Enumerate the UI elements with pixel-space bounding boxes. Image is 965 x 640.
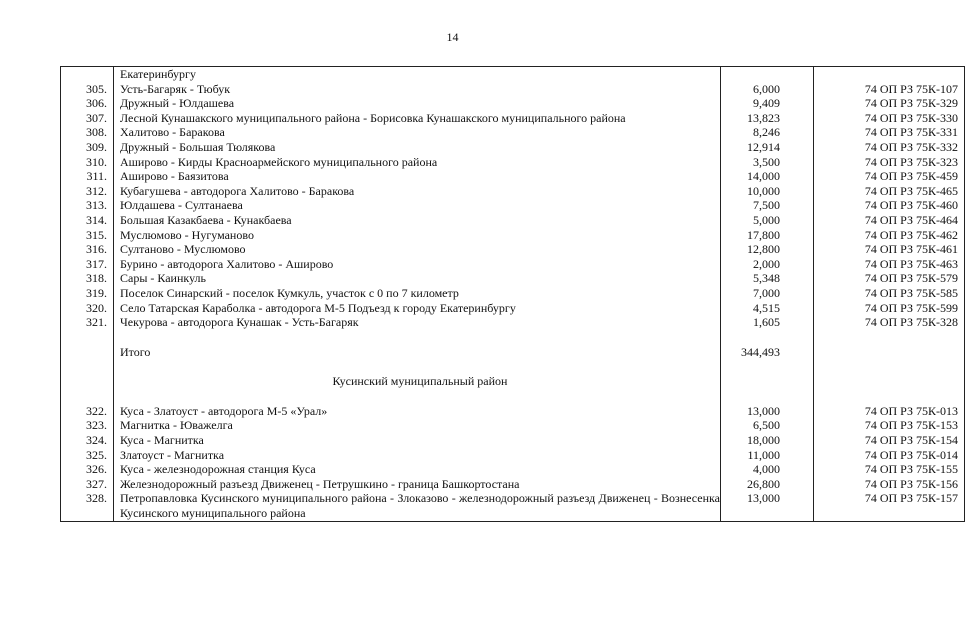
table-row <box>61 448 965 463</box>
row-number-cell <box>61 345 114 360</box>
road-name-cell: Усть-Багаряк - Тюбук <box>114 82 721 97</box>
row-number-cell: 312. <box>61 184 114 199</box>
length-cell: 17,800 <box>721 228 814 243</box>
table-row <box>61 286 965 301</box>
road-code-cell: 74 ОП РЗ 75К-330 <box>814 111 965 126</box>
length-cell: 13,000 <box>721 491 814 521</box>
road-code-cell: 74 ОП РЗ 75К-585 <box>814 286 965 301</box>
spacer-cell <box>721 389 814 404</box>
road-code-cell: 74 ОП РЗ 75К-461 <box>814 242 965 257</box>
spacer-cell <box>61 330 114 345</box>
road-name-cell: Златоуст - Магнитка <box>114 448 721 463</box>
table-row <box>61 96 965 111</box>
road-code-cell: 74 ОП РЗ 75К-156 <box>814 477 965 492</box>
table-row <box>61 462 965 477</box>
row-number-cell: 322. <box>61 404 114 419</box>
table-row <box>61 125 965 140</box>
row-number-cell: 323. <box>61 418 114 433</box>
road-name-cell: Петропавловка Кусинского муниципального района - Злоказово - железнодорожный разъезд Движенец - Вознесенка Кусинского муниципального района <box>114 491 721 521</box>
length-cell <box>721 67 814 82</box>
row-number-cell: 324. <box>61 433 114 448</box>
road-name-cell: Бурино - автодорога Халитово - Аширово <box>114 257 721 272</box>
road-name-cell: Большая Казакбаева - Кунакбаева <box>114 213 721 228</box>
road-code-cell <box>814 67 965 82</box>
road-code-cell: 74 ОП РЗ 75К-459 <box>814 169 965 184</box>
length-cell: 26,800 <box>721 477 814 492</box>
road-name-cell: Кубагушева - автодорога Халитово - Баракова <box>114 184 721 199</box>
row-number-cell <box>61 67 114 82</box>
table-row <box>61 257 965 272</box>
spacer-cell <box>61 359 114 374</box>
spacer-cell <box>114 389 721 404</box>
spacer-cell <box>721 330 814 345</box>
road-code-cell: 74 ОП РЗ 75К-463 <box>814 257 965 272</box>
road-name-cell: Дружный - Юлдашева <box>114 96 721 111</box>
row-number-cell: 315. <box>61 228 114 243</box>
table-row <box>61 242 965 257</box>
road-name-cell: Юлдашева - Султанаева <box>114 198 721 213</box>
length-cell: 8,246 <box>721 125 814 140</box>
road-code-cell <box>814 345 965 360</box>
length-cell: 4,000 <box>721 462 814 477</box>
length-cell: 4,515 <box>721 301 814 316</box>
length-cell: 12,914 <box>721 140 814 155</box>
row-number-cell: 305. <box>61 82 114 97</box>
table-row <box>61 169 965 184</box>
spacer-row <box>61 330 965 345</box>
row-number-cell: 328. <box>61 491 114 521</box>
table-row <box>61 140 965 155</box>
row-number-cell: 327. <box>61 477 114 492</box>
row-number-cell: 321. <box>61 315 114 330</box>
length-cell: 18,000 <box>721 433 814 448</box>
road-name-cell: Султаново - Муслюмово <box>114 242 721 257</box>
length-cell: 10,000 <box>721 184 814 199</box>
road-name-cell: Железнодорожный разъезд Движенец - Петрушкино - граница Башкортостана <box>114 477 721 492</box>
road-code-cell: 74 ОП РЗ 75К-329 <box>814 96 965 111</box>
page-number: 14 <box>446 30 459 44</box>
length-cell: 11,000 <box>721 448 814 463</box>
table-row <box>61 82 965 97</box>
table-row <box>61 228 965 243</box>
spacer-cell <box>721 359 814 374</box>
length-cell: 13,000 <box>721 404 814 419</box>
length-cell: 7,500 <box>721 198 814 213</box>
spacer-cell <box>114 359 721 374</box>
road-name-cell: Село Татарская Караболка - автодорога М-5 Подъезд к городу Екатеринбургу <box>114 301 721 316</box>
road-name-cell: Халитово - Баракова <box>114 125 721 140</box>
length-cell: 12,800 <box>721 242 814 257</box>
road-code-cell: 74 ОП РЗ 75К-323 <box>814 155 965 170</box>
road-code-cell: 74 ОП РЗ 75К-462 <box>814 228 965 243</box>
table-row <box>61 198 965 213</box>
table-row <box>61 477 965 492</box>
row-number-cell: 313. <box>61 198 114 213</box>
spacer-cell <box>814 330 965 345</box>
total-label: Итого <box>114 345 721 360</box>
spacer-cell <box>61 389 114 404</box>
row-number-cell: 325. <box>61 448 114 463</box>
row-number-cell: 306. <box>61 96 114 111</box>
road-code-cell: 74 ОП РЗ 75К-107 <box>814 82 965 97</box>
road-code-cell: 74 ОП РЗ 75К-157 <box>814 491 965 521</box>
length-cell: 9,409 <box>721 96 814 111</box>
total-value: 344,493 <box>721 345 814 360</box>
road-name-cell: Дружный - Большая Тюлякова <box>114 140 721 155</box>
length-cell: 1,605 <box>721 315 814 330</box>
spacer-cell <box>114 330 721 345</box>
roads-table <box>60 66 965 522</box>
row-number-cell: 310. <box>61 155 114 170</box>
spacer-row <box>61 389 965 404</box>
length-cell: 7,000 <box>721 286 814 301</box>
table-row <box>61 67 965 82</box>
length-cell: 5,000 <box>721 213 814 228</box>
road-code-cell: 74 ОП РЗ 75К-460 <box>814 198 965 213</box>
length-cell: 6,500 <box>721 418 814 433</box>
table-row <box>61 433 965 448</box>
spacer-row <box>61 359 965 374</box>
road-code-cell: 74 ОП РЗ 75К-153 <box>814 418 965 433</box>
row-number-cell: 326. <box>61 462 114 477</box>
row-number-cell: 320. <box>61 301 114 316</box>
total-row <box>61 345 965 360</box>
road-name-cell: Муслюмово - Нугуманово <box>114 228 721 243</box>
row-number-cell: 314. <box>61 213 114 228</box>
table-row <box>61 315 965 330</box>
table-row <box>61 213 965 228</box>
road-code-cell: 74 ОП РЗ 75К-155 <box>814 462 965 477</box>
table-row <box>61 491 965 521</box>
table-row <box>61 404 965 419</box>
road-name-cell: Поселок Синарский - поселок Кумкуль, участок с 0 по 7 километр <box>114 286 721 301</box>
spacer-cell <box>814 359 965 374</box>
district-heading-row <box>61 374 965 389</box>
road-code-cell <box>814 374 965 389</box>
road-code-cell: 74 ОП РЗ 75К-013 <box>814 404 965 419</box>
road-code-cell: 74 ОП РЗ 75К-465 <box>814 184 965 199</box>
road-name-cell: Куса - Магнитка <box>114 433 721 448</box>
length-cell: 2,000 <box>721 257 814 272</box>
row-number-cell: 319. <box>61 286 114 301</box>
road-name-cell: Магнитка - Юважелга <box>114 418 721 433</box>
length-cell: 6,000 <box>721 82 814 97</box>
table-row <box>61 418 965 433</box>
road-code-cell: 74 ОП РЗ 75К-464 <box>814 213 965 228</box>
road-name-cell: Екатеринбургу <box>114 67 721 82</box>
roads-table-body <box>61 67 965 522</box>
row-number-cell: 311. <box>61 169 114 184</box>
row-number-cell: 316. <box>61 242 114 257</box>
table-row <box>61 111 965 126</box>
row-number-cell: 307. <box>61 111 114 126</box>
table-row <box>61 301 965 316</box>
length-cell: 3,500 <box>721 155 814 170</box>
table-row <box>61 155 965 170</box>
road-name-cell: Лесной Кунашакского муниципального района - Борисовка Кунашакского муниципального района <box>114 111 721 126</box>
road-code-cell: 74 ОП РЗ 75К-579 <box>814 271 965 286</box>
row-number-cell: 317. <box>61 257 114 272</box>
length-cell: 13,823 <box>721 111 814 126</box>
row-number-cell: 318. <box>61 271 114 286</box>
length-cell <box>721 374 814 389</box>
road-code-cell: 74 ОП РЗ 75К-014 <box>814 448 965 463</box>
road-name-cell: Куса - Златоуст - автодорога М-5 «Урал» <box>114 404 721 419</box>
road-code-cell: 74 ОП РЗ 75К-332 <box>814 140 965 155</box>
road-code-cell: 74 ОП РЗ 75К-331 <box>814 125 965 140</box>
row-number-cell: 309. <box>61 140 114 155</box>
road-name-cell: Сары - Каинкуль <box>114 271 721 286</box>
length-cell: 14,000 <box>721 169 814 184</box>
road-name-cell: Куса - железнодорожная станция Куса <box>114 462 721 477</box>
row-number-cell: 308. <box>61 125 114 140</box>
table-row <box>61 184 965 199</box>
district-heading: Кусинский муниципальный район <box>114 374 721 389</box>
length-cell: 5,348 <box>721 271 814 286</box>
row-number-cell <box>61 374 114 389</box>
road-code-cell: 74 ОП РЗ 75К-599 <box>814 301 965 316</box>
spacer-cell <box>814 389 965 404</box>
road-name-cell: Чекурова - автодорога Кунашак - Усть-Багаряк <box>114 315 721 330</box>
road-name-cell: Аширово - Кирды Красноармейского муниципального района <box>114 155 721 170</box>
table-row <box>61 271 965 286</box>
road-code-cell: 74 ОП РЗ 75К-328 <box>814 315 965 330</box>
road-name-cell: Аширово - Баязитова <box>114 169 721 184</box>
road-code-cell: 74 ОП РЗ 75К-154 <box>814 433 965 448</box>
